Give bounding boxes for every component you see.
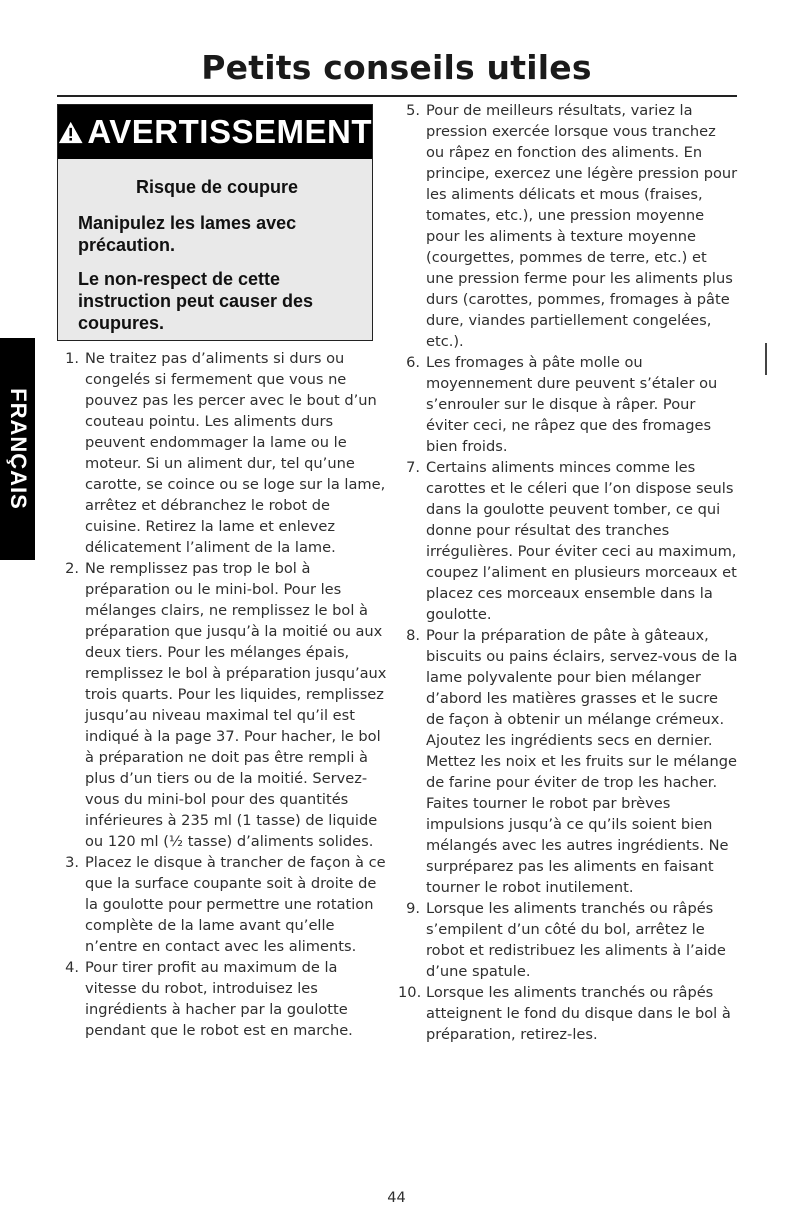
tip-text: Pour la préparation de pâte à gâteaux, biscuits ou pains éclairs, servez-vous de la lame polyvalente pour bien mélanger d’abord les matières grasses et le sucre de façon à obtenir un mélange crémeux. Ajoutez les ingrédients secs en dernier. Mettez les noix et les fruits sur le mélange de farine pour éviter de trop les hacher. Faites tourner le robot par brèves impulsions jusqu’à ce qu’ils soient bien mélangés avec les autres ingrédients. Ne surpréparez pas les aliments en faisant tourner le robot inutilement. xyxy=(426,627,738,896)
tip-text: Placez le disque à trancher de façon à ce que la surface coupante soit à droite de la goulotte pour permettre une rotation complète de la lame avant qu’elle n’entre en contact avec les aliments. xyxy=(85,854,386,955)
warning-line-1: Manipulez les lames avec précaution. xyxy=(78,213,297,255)
tip-number: 10. xyxy=(398,984,422,1001)
tip-number: 6. xyxy=(406,354,420,371)
tip-item xyxy=(57,852,387,957)
tip-item xyxy=(57,348,387,558)
tip-item xyxy=(398,982,738,1045)
tip-item xyxy=(57,957,387,1041)
tip-text: Certains aliments minces comme les carottes et le céleri que l’on dispose seuls dans la goulotte peuvent tomber, ce qui donne pour résultat des tranches irrégulières. Pour éviter ceci au maximum, coupez l’aliment en plusieurs morceaux et placez ces morceaux ensemble dans la goulotte. xyxy=(426,459,737,623)
warning-triangle-icon xyxy=(58,119,83,146)
margin-mark xyxy=(765,343,767,375)
warning-box xyxy=(57,104,373,341)
tip-text: Pour de meilleurs résultats, variez la pression exercée lorsque vous tranchez ou râpez en fonction des aliments. En principe, exercez une légère pression pour les aliments délicats et mous (fraises, tomates, etc.), une pression moyenne pour les aliments à texture moyenne (courgettes, pommes de terre, etc.) et une pression ferme pour les aliments plus durs (carottes, pommes, fromages à pâte dure, viandes partiellement congelées, etc.). xyxy=(426,102,738,350)
tip-number: 9. xyxy=(406,900,420,917)
tip-number: 1. xyxy=(65,350,79,367)
tip-text: Pour tirer profit au maximum de la vitesse du robot, introduisez les ingrédients à hacher par la goulotte pendant que le robot est en marche. xyxy=(85,959,353,1039)
warning-subtitle: Risque de coupure xyxy=(135,177,299,197)
tip-number: 4. xyxy=(65,959,79,976)
tip-text: Lorsque les aliments tranchés ou râpés atteignent le fond du disque dans le bol à préparation, retirez-les. xyxy=(426,984,731,1043)
tip-item xyxy=(57,558,387,852)
tip-item xyxy=(398,898,738,982)
language-tab xyxy=(0,338,35,560)
tips-column-right xyxy=(398,100,738,1045)
tip-text: Lorsque les aliments tranchés ou râpés s’empilent d’un côté du bol, arrêtez le robot et redistribuez les aliments à l’aide d’une spatule. xyxy=(426,900,726,980)
tip-text: Ne remplissez pas trop le bol à préparation ou le mini-bol. Pour les mélanges clairs, ne remplissez le bol à préparation que jusqu’à la moitié ou aux deux tiers. Pour les mélanges épais, remplissez le bol à préparation jusqu’aux trois quarts. Pour les liquides, remplissez jusqu’au niveau maximal tel qu’il est indiqué à la page 37. Pour hacher, le bol à préparation ne doit pas être rempli à plus d’un tiers ou de la moitié. Servez-vous du mini-bol pour des quantités inférieures à 235 ml (1 tasse) de liquide ou 120 ml (½ tasse) d’aliments solides. xyxy=(85,560,387,850)
tip-number: 2. xyxy=(65,560,79,577)
title-divider xyxy=(57,95,737,97)
tip-item xyxy=(398,625,738,898)
tip-number: 7. xyxy=(406,459,420,476)
language-tab-label: FRANÇAIS xyxy=(5,388,31,510)
tip-text: Les fromages à pâte molle ou moyennement dure peuvent s’étaler ou s’enrouler sur le disque à râper. Pour éviter ceci, ne râpez que des fromages bien froids. xyxy=(426,354,718,455)
tip-item xyxy=(398,100,738,352)
tip-text: Ne traitez pas d’aliments si durs ou congelés si fermement que vous ne pouvez pas les percer avec le bout d’un couteau pointu. Les aliments durs peuvent endommager la lame ou le moteur. Si un aliment dur, tel qu’une carotte, se coince ou se loge sur la lame, arrêtez et débranchez le robot de cuisine. Retirez la lame et enlevez délicatement l’aliment de la lame. xyxy=(85,350,386,556)
warning-header-text: AVERTISSEMENT xyxy=(87,113,372,150)
tip-number: 5. xyxy=(406,102,420,119)
warning-line-2: Le non-respect de cette instruction peut causer des coupures. xyxy=(78,269,314,333)
page-title: Petits conseils utiles xyxy=(201,48,592,87)
tips-column-left xyxy=(57,348,387,1041)
tip-number: 3. xyxy=(65,854,79,871)
tip-item xyxy=(398,457,738,625)
tip-number: 8. xyxy=(406,627,420,644)
tip-item xyxy=(398,352,738,457)
page-number: 44 xyxy=(387,1190,406,1206)
warning-header xyxy=(58,105,372,159)
